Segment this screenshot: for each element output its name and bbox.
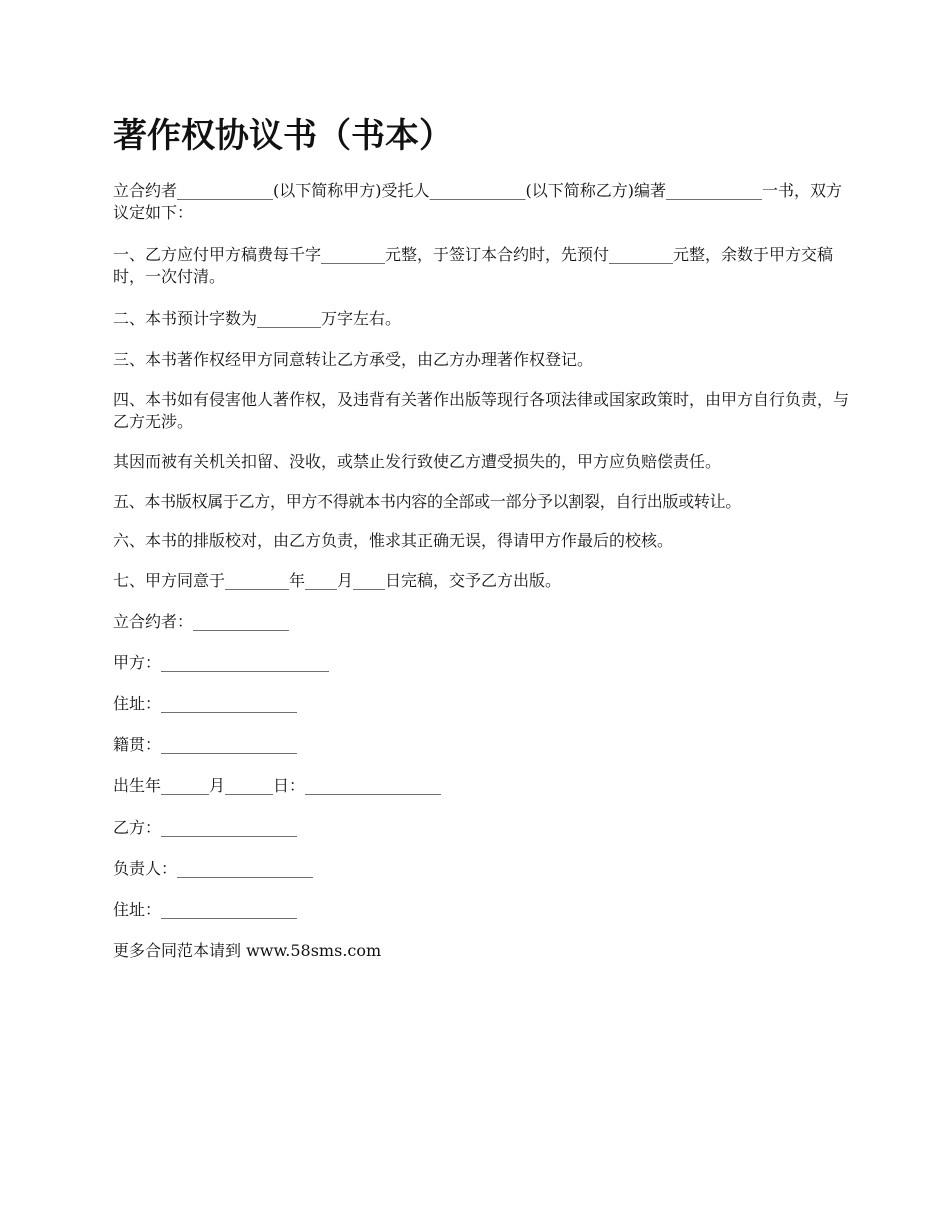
- signature-native-place: 籍贯：_________________: [113, 735, 298, 754]
- signature-party-a: 甲方：_____________________: [113, 653, 330, 672]
- signature-contractor: 立合约者：____________: [113, 612, 290, 631]
- signature-address-a: 住址：_________________: [113, 694, 298, 713]
- signature-responsible-person: 负责人：_________________: [113, 859, 314, 878]
- signature-address-b: 住址：_________________: [113, 900, 298, 919]
- clause-4: 四、本书如有侵害他人著作权，及违背有关著作出版等现行各项法律或国家政策时，由甲方自行负责，与乙方无涉。: [113, 390, 850, 431]
- clause-7: 七、甲方同意于________年____月____日完稿，交予乙方出版。: [113, 571, 562, 590]
- signature-party-b: 乙方：_________________: [113, 818, 298, 837]
- clause-6: 六、本书的排版校对，由乙方负责，惟求其正确无误，得请甲方作最后的校核。: [113, 531, 674, 550]
- clause-2: 二、本书预计字数为________万字左右。: [113, 309, 402, 328]
- clause-5: 五、本书版权属于乙方，甲方不得就本书内容的全部或一部分予以割裂，自行出版或转让。: [113, 492, 742, 511]
- footer-link-text: 更多合同范本请到 www.58sms.com: [113, 941, 382, 960]
- signature-birth-date: 出生年______月______日：_________________: [113, 776, 442, 795]
- clause-3: 三、本书著作权经甲方同意转让乙方承受，由乙方办理著作权登记。: [113, 350, 594, 369]
- clause-4-continued: 其因而被有关机关扣留、没收，或禁止发行致使乙方遭受损失的，甲方应负赔偿责任。: [113, 452, 722, 471]
- intro-paragraph: 立合约者____________(以下简称甲方)受托人____________(以下简称乙方)编著____________一书，双方议定如下：: [113, 181, 842, 222]
- document-title: 著作权协议书（书本）: [113, 116, 453, 156]
- clause-1: 一、乙方应付甲方稿费每千字________元整，于签订本合约时，先预付________元整，余数于甲方交稿时，一次付清。: [113, 245, 834, 286]
